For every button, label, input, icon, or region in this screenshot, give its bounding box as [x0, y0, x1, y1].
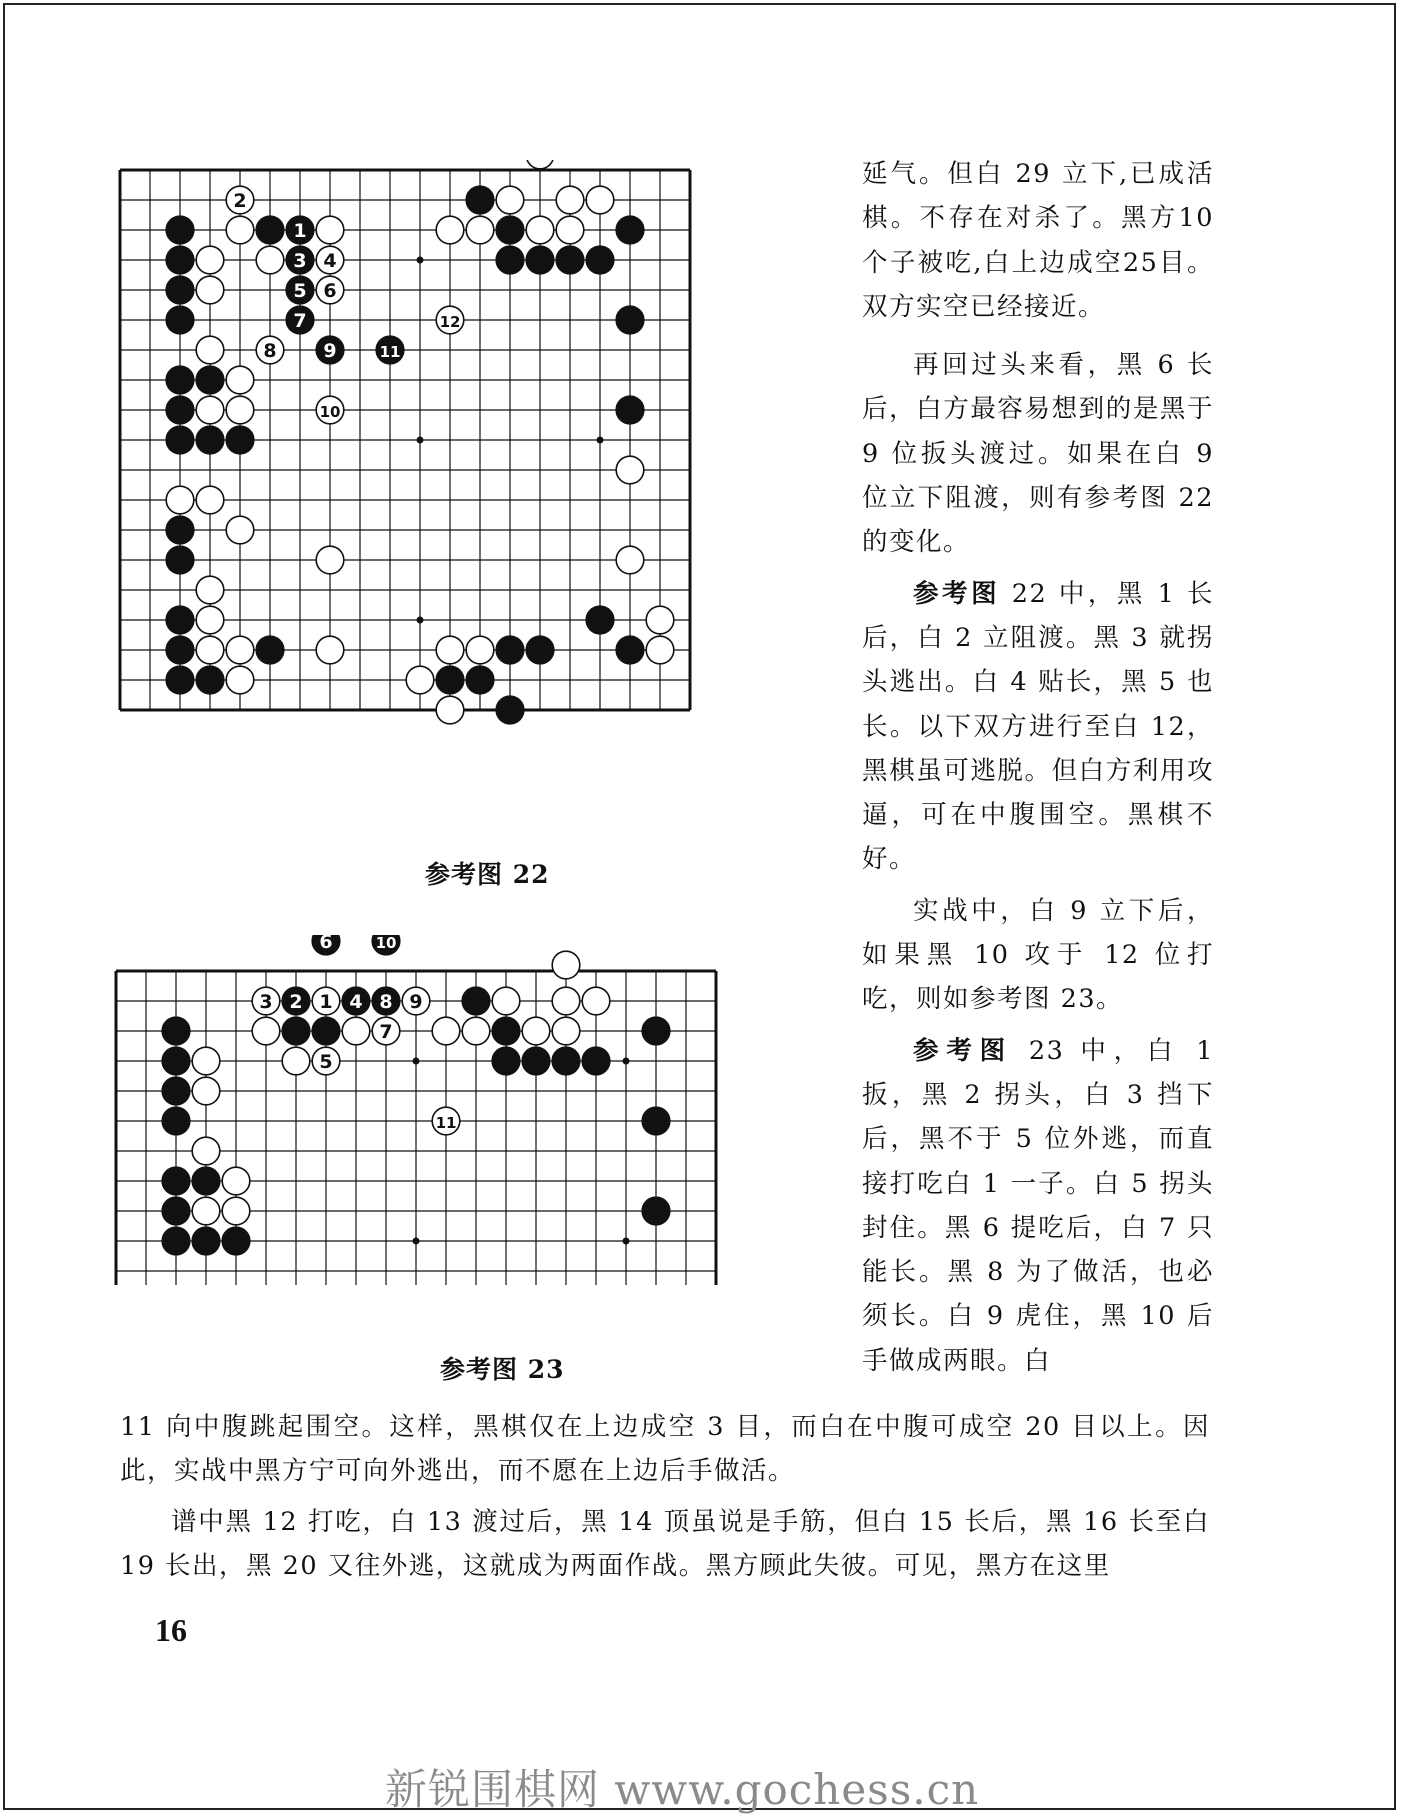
move-number: 1 [293, 220, 307, 242]
paragraph: 谱中黑 12 打吃，白 13 渡过后，黑 14 顶虽说是手筋，但白 15 长后，黑 16 长至白 19 长出，黑 20 又往外逃，这就成为两面作战。黑方顾此失彼。可见，黑方在这里 [120, 1506, 1210, 1581]
white-stone [432, 1017, 460, 1045]
white-stone [316, 546, 344, 574]
black-stone [192, 1227, 220, 1255]
move-number: 8 [263, 340, 277, 362]
black-stone [556, 246, 584, 274]
black-stone [526, 636, 554, 664]
paragraph: 实战中，白 9 立下后，如果黑 10 攻于 12 位打吃，则如参考图 23。 [862, 895, 1214, 1015]
black-stone [312, 1017, 340, 1045]
paragraph: 延气。但白 29 立下,已成活棋。不存在对杀了。黑方10个子被吃,白上边成空25目。双方实空已经接近。 [862, 159, 1214, 322]
star-point [417, 257, 424, 264]
white-stone [196, 606, 224, 634]
white-stone [316, 216, 344, 244]
black-stone [642, 1017, 670, 1045]
move-number: 8 [379, 991, 393, 1013]
side-text-column [862, 152, 1214, 1390]
white-stone [196, 276, 224, 304]
black-stone [166, 546, 194, 574]
black-stone [166, 306, 194, 334]
black-stone [166, 216, 194, 244]
page-number: 16 [155, 1612, 187, 1648]
white-stone [496, 186, 524, 214]
move-number: 7 [293, 310, 307, 332]
move-number: 11 [435, 1114, 457, 1132]
move-number: 4 [323, 250, 337, 272]
move-number: 9 [409, 991, 423, 1013]
go-board-diagram-22 [110, 160, 850, 840]
white-stone [436, 216, 464, 244]
black-stone [222, 1227, 250, 1255]
star-point [417, 617, 424, 624]
white-stone [196, 636, 224, 664]
white-stone [166, 486, 194, 514]
white-stone [226, 636, 254, 664]
black-stone [642, 1107, 670, 1135]
black-stone [166, 396, 194, 424]
white-stone [466, 636, 494, 664]
move-number: 4 [349, 991, 363, 1013]
watermark: 新锐围棋网 www.gochess.cn [385, 1765, 980, 1814]
white-stone [196, 246, 224, 274]
black-stone [196, 426, 224, 454]
black-stone [166, 606, 194, 634]
white-stone [616, 456, 644, 484]
white-stone [196, 486, 224, 514]
white-stone [192, 1047, 220, 1075]
black-stone [162, 1017, 190, 1045]
black-stone [642, 1197, 670, 1225]
black-stone [162, 1047, 190, 1075]
move-number: 7 [379, 1021, 393, 1043]
white-stone [526, 160, 554, 169]
white-stone [226, 396, 254, 424]
black-stone [462, 987, 490, 1015]
white-stone [552, 1017, 580, 1045]
black-stone [192, 1167, 220, 1195]
black-stone [616, 216, 644, 244]
black-stone [586, 246, 614, 274]
white-stone [226, 666, 254, 694]
black-stone [616, 306, 644, 334]
star-point [413, 1058, 420, 1065]
white-stone [466, 216, 494, 244]
white-stone [462, 1017, 490, 1045]
black-stone [166, 276, 194, 304]
move-number: 12 [439, 313, 461, 331]
black-stone [226, 426, 254, 454]
black-stone [586, 606, 614, 634]
white-stone [256, 246, 284, 274]
black-stone [496, 636, 524, 664]
black-stone [526, 246, 554, 274]
black-stone [166, 366, 194, 394]
black-stone [616, 396, 644, 424]
black-stone [166, 666, 194, 694]
white-stone [586, 186, 614, 214]
black-stone [552, 1047, 580, 1075]
black-stone [256, 216, 284, 244]
move-number: 5 [293, 280, 307, 302]
white-stone [582, 987, 610, 1015]
black-stone [522, 1047, 550, 1075]
move-number: 9 [323, 340, 337, 362]
star-point [413, 1238, 420, 1245]
black-stone [616, 636, 644, 664]
black-stone [256, 636, 284, 664]
black-stone [196, 366, 224, 394]
black-stone [466, 666, 494, 694]
move-number: 6 [319, 935, 333, 953]
white-stone [492, 987, 520, 1015]
diagram-22-caption: 参考图 22 [425, 860, 550, 889]
black-stone [492, 1047, 520, 1075]
paragraph [862, 572, 1214, 882]
white-stone [222, 1167, 250, 1195]
white-stone [192, 1137, 220, 1165]
black-stone [466, 186, 494, 214]
black-stone [496, 246, 524, 274]
white-stone [522, 1017, 550, 1045]
move-number: 5 [319, 1051, 333, 1073]
white-stone [226, 216, 254, 244]
white-stone [436, 636, 464, 664]
move-number: 10 [375, 935, 397, 952]
move-number: 2 [289, 991, 303, 1013]
white-stone [226, 516, 254, 544]
star-point [597, 437, 604, 444]
black-stone [166, 516, 194, 544]
white-stone [436, 696, 464, 724]
star-point [623, 1238, 630, 1245]
go-board-diagram-23 [110, 935, 850, 1335]
white-stone [552, 987, 580, 1015]
black-stone [166, 426, 194, 454]
move-number: 11 [379, 343, 401, 361]
paragraph-body: 22 中，黑 1 长后，白 2 立阻渡。黑 3 就拐头逃出。白 4 贴长，黑 5 也长。以下双方进行至白 12，黑棋虽可逃脱。但白方利用攻逼，可在中腹围空。黑棋不好。 [862, 578, 1214, 875]
white-stone [226, 366, 254, 394]
black-stone [196, 666, 224, 694]
black-stone [162, 1107, 190, 1135]
bold-term: 参考图 [913, 578, 1001, 609]
move-number: 3 [293, 250, 307, 272]
white-stone [616, 546, 644, 574]
move-number: 6 [323, 280, 337, 302]
black-stone [436, 666, 464, 694]
black-stone [492, 1017, 520, 1045]
black-stone [166, 636, 194, 664]
white-stone [196, 396, 224, 424]
full-width-text [120, 1405, 1210, 1588]
white-stone [342, 1017, 370, 1045]
white-stone [406, 666, 434, 694]
white-stone [222, 1197, 250, 1225]
black-stone [496, 696, 524, 724]
black-stone [582, 1047, 610, 1075]
white-stone [192, 1197, 220, 1225]
move-number: 2 [233, 190, 247, 212]
bold-term: 参考图 [913, 1035, 1013, 1066]
black-stone [162, 1227, 190, 1255]
move-number: 1 [319, 991, 333, 1013]
white-stone [316, 636, 344, 664]
black-stone [162, 1197, 190, 1225]
diagram-23-caption: 参考图 23 [440, 1355, 565, 1384]
white-stone [252, 1017, 280, 1045]
white-stone [646, 606, 674, 634]
paragraph [862, 1029, 1214, 1383]
black-stone [162, 1077, 190, 1105]
white-stone [192, 1077, 220, 1105]
white-stone [556, 216, 584, 244]
paragraph: 11 向中腹跳起围空。这样，黑棋仅在上边成空 3 目，而白在中腹可成空 20 目以上。因此，实战中黑方宁可向外逃出，而不愿在上边后手做活。 [120, 1412, 1210, 1487]
white-stone [196, 576, 224, 604]
white-stone [282, 1047, 310, 1075]
move-number: 3 [259, 991, 273, 1013]
white-stone [556, 186, 584, 214]
star-point [417, 437, 424, 444]
black-stone [162, 1167, 190, 1195]
white-stone [526, 216, 554, 244]
white-stone [196, 336, 224, 364]
move-number: 10 [319, 403, 341, 421]
white-stone [646, 636, 674, 664]
black-stone [282, 1017, 310, 1045]
paragraph: 再回过头来看，黑 6 长后，白方最容易想到的是黑于 9 位扳头渡过。如果在白 9 位立下阻渡，则有参考图 22 的变化。 [862, 350, 1214, 558]
paragraph-body: 23 中，白 1 扳，黑 2 拐头，白 3 挡下后，黑不于 5 位外逃，而直接打吃白 1 一子。白 5 拐头封住。黑 6 提吃后，白 7 只能长。黑 8 为了做活，也必须长。白 9 虎住，黑 10 后手做成两眼。白 [862, 1035, 1214, 1376]
black-stone [166, 246, 194, 274]
white-stone [552, 951, 580, 979]
star-point [623, 1058, 630, 1065]
black-stone [496, 216, 524, 244]
